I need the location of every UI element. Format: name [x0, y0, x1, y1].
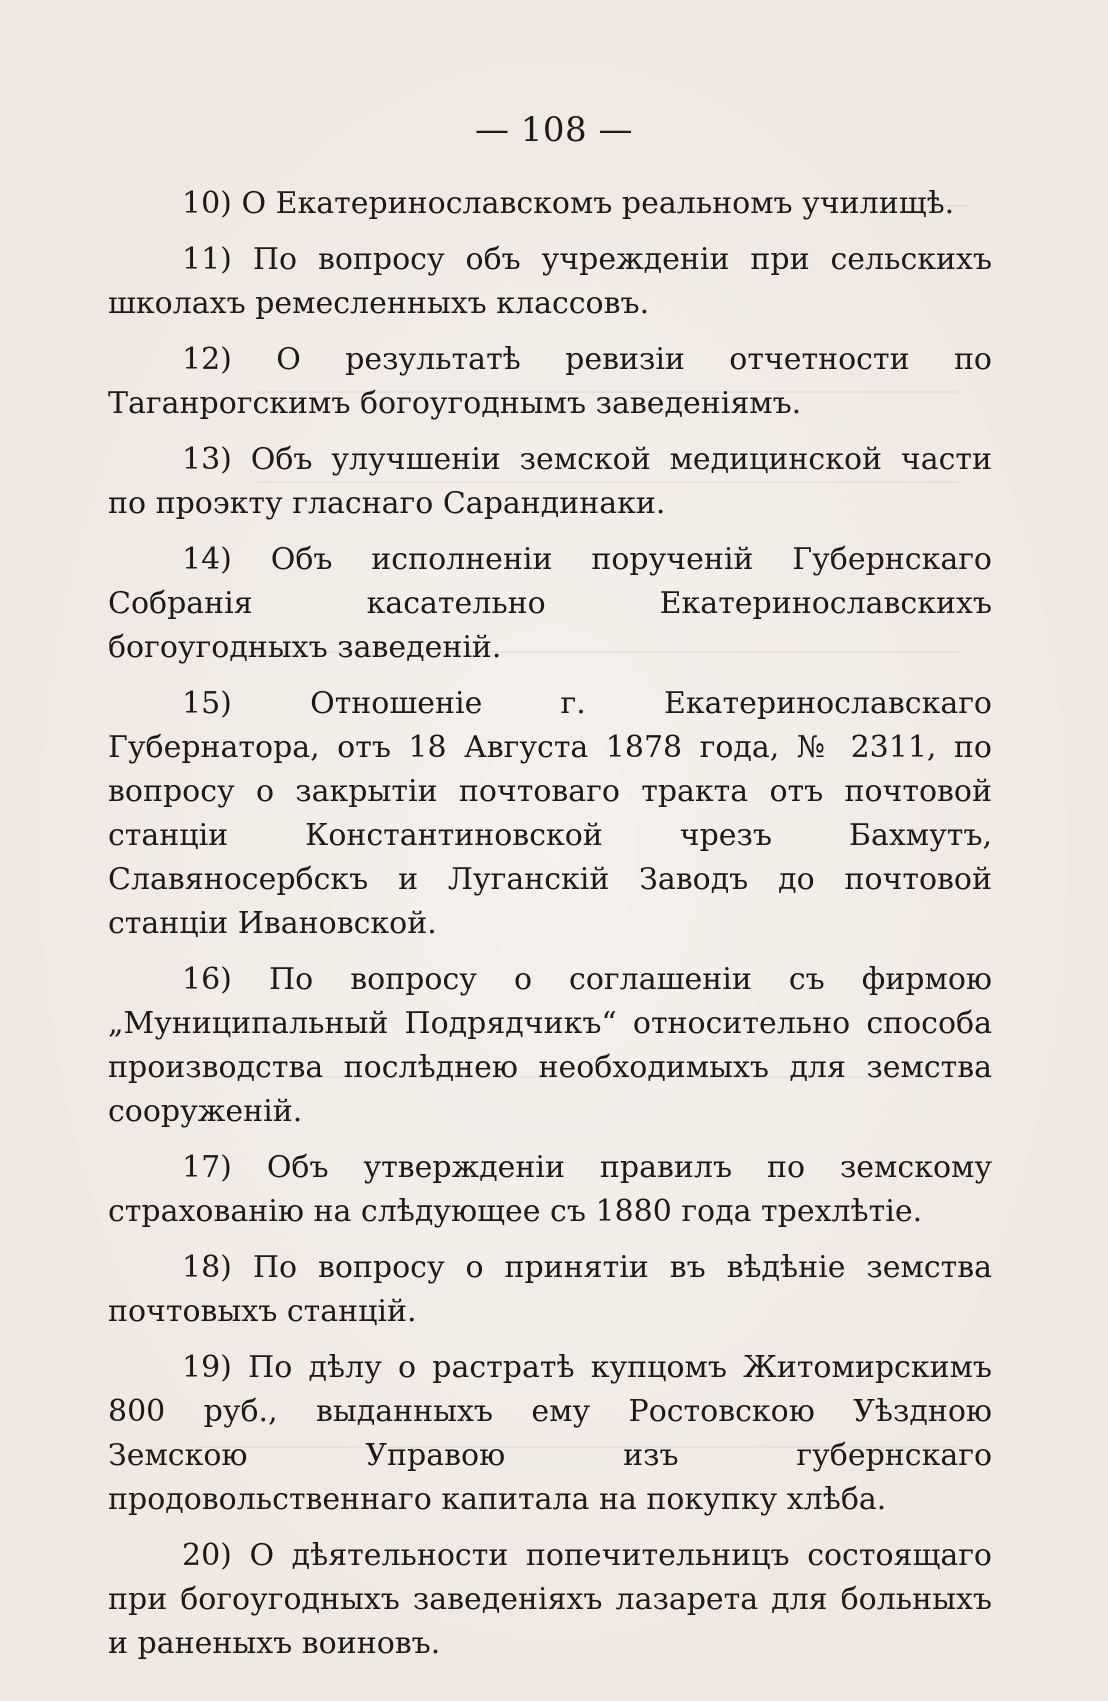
item-text: Объ исполненіи порученій Губернскаго Собранія касательно Екатеринославскихъ богоугодныхъ заведеній.: [108, 542, 992, 665]
item-number: 18): [182, 1250, 232, 1285]
agenda-list: [108, 182, 992, 1678]
item-number: 11): [182, 242, 232, 277]
item-number: 17): [182, 1150, 232, 1185]
item-number: 13): [182, 442, 232, 477]
item-number: 12): [182, 342, 232, 377]
agenda-item-14: [108, 538, 992, 670]
agenda-item-18: [108, 1246, 992, 1334]
agenda-item-12: [108, 338, 992, 426]
item-number: 10): [182, 186, 232, 221]
item-text: О дѣятельности попечительницъ состоящаго при богоугодныхъ заведеніяхъ лазарета для больныхъ и раненыхъ воиновъ.: [108, 1538, 992, 1661]
agenda-item-11: [108, 238, 992, 326]
item-number: 14): [182, 542, 232, 577]
item-text: По вопросу о принятіи въ вѣдѣніе земства почтовыхъ станцій.: [108, 1250, 992, 1329]
agenda-item-16: [108, 958, 992, 1134]
item-text: Объ улучшеніи земской медицинской части по проэкту гласнаго Сарандинаки.: [108, 442, 992, 521]
agenda-item-19: [108, 1346, 992, 1522]
item-text: По вопросу о соглашеніи съ фирмою „Муниципальный Подрядчикъ“ относительно способа производства послѣднею необходимыхъ для земства сооруженій.: [108, 962, 992, 1129]
page-number: — 108 —: [474, 110, 633, 150]
agenda-item-20: [108, 1534, 992, 1666]
item-number: 20): [182, 1538, 232, 1573]
item-number: 15): [182, 686, 232, 721]
agenda-item-15: [108, 682, 992, 946]
agenda-item-17: [108, 1146, 992, 1234]
agenda-item-13: [108, 438, 992, 526]
item-number: 16): [182, 962, 232, 997]
item-text: О результатѣ ревизіи отчетности по Таганрогскимъ богоугоднымъ заведеніямъ.: [108, 342, 992, 421]
item-text: По вопросу объ учрежденіи при сельскихъ школахъ ремесленныхъ классовъ.: [108, 242, 992, 321]
item-text: Объ утвержденіи правилъ по земскому страхованію на слѣдующее съ 1880 года трехлѣтіе.: [108, 1150, 992, 1229]
item-text: По дѣлу о растратѣ купцомъ Житомирскимъ 800 руб., выданныхъ ему Ростовскою Уѣздною Земскою Управою изъ губернскаго продовольственнаго капитала на покупку хлѣба.: [108, 1350, 992, 1517]
item-number: 19): [182, 1350, 232, 1385]
item-text: О Екатеринославскомъ реальномъ училищѣ.: [241, 186, 955, 221]
item-text: Отношеніе г. Екатеринославскаго Губернатора, отъ 18 Августа 1878 года, № 2311, по вопросу о закрытіи почтоваго тракта отъ почтовой станціи Константиновской чрезъ Бахмутъ, Славяносербскъ и Луганскій Заводъ до почтовой станціи Ивановской.: [108, 686, 992, 941]
agenda-item-10: [108, 182, 992, 226]
